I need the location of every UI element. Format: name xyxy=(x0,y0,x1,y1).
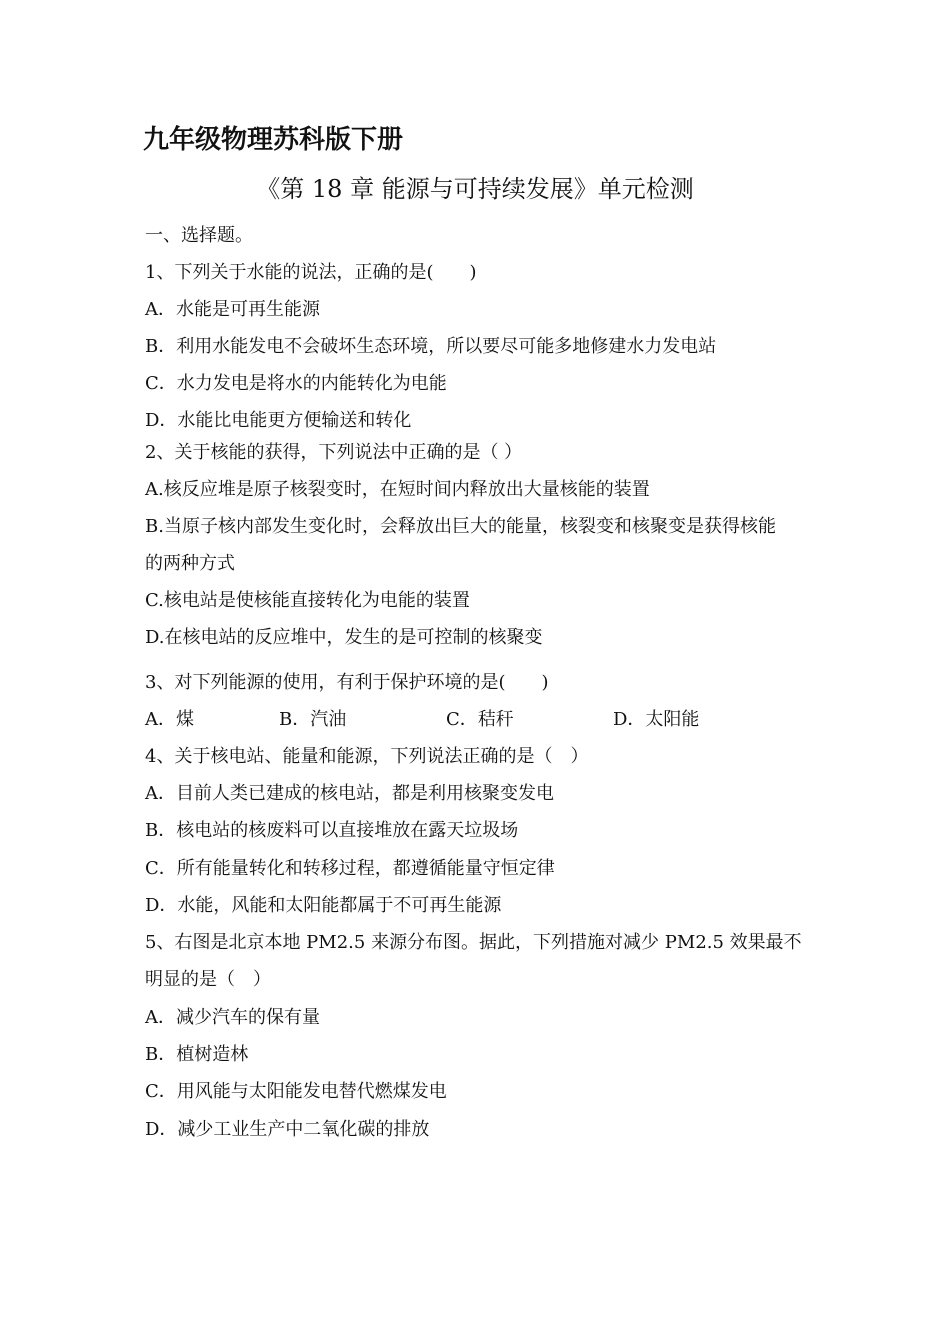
question-4-option-b: B．核电站的核废料可以直接堆放在露天垃圾场 xyxy=(145,820,519,841)
question-3-option-d: D．太阳能 xyxy=(613,709,700,730)
question-1-stem: 1、下列关于水能的说法，正确的是( ) xyxy=(145,262,477,283)
question-4-stem: 4、关于核电站、能量和能源，下列说法正确的是（ ） xyxy=(145,746,589,767)
document-subtitle: 《第 18 章 能源与可持续发展》单元检测 xyxy=(256,175,694,203)
question-1-option-a: A．水能是可再生能源 xyxy=(145,299,320,320)
question-4-option-d: D．水能，风能和太阳能都属于不可再生能源 xyxy=(145,895,502,916)
question-1-option-c: C．水力发电是将水的内能转化为电能 xyxy=(145,373,447,394)
question-3-stem: 3、对下列能源的使用，有利于保护环境的是( ) xyxy=(145,672,549,693)
question-5-option-d: D．减少工业生产中二氧化碳的排放 xyxy=(145,1119,430,1140)
question-1-option-b: B．利用水能发电不会破坏生态环境，所以要尽可能多地修建水力发电站 xyxy=(145,336,717,357)
question-5-option-a: A．减少汽车的保有量 xyxy=(145,1007,320,1028)
question-2-option-c: C.核电站是使核能直接转化为电能的装置 xyxy=(145,590,470,611)
document-title: 九年级物理苏科版下册 xyxy=(143,125,404,155)
section-heading: 一、选择题。 xyxy=(145,225,253,246)
question-3-option-b: B．汽油 xyxy=(279,709,347,730)
question-2-option-d: D.在核电站的反应堆中，发生的是可控制的核聚变 xyxy=(145,627,543,648)
question-4-option-c: C．所有能量转化和转移过程，都遵循能量守恒定律 xyxy=(145,858,555,879)
question-1-option-d: D．水能比电能更方便输送和转化 xyxy=(145,410,412,431)
question-2-option-b: B.当原子核内部发生变化时，会释放出巨大的能量，核裂变和核聚变是获得核能 xyxy=(145,516,776,537)
question-5-option-c: C．用风能与太阳能发电替代燃煤发电 xyxy=(145,1081,447,1102)
question-2-option-b-cont: 的两种方式 xyxy=(145,553,235,574)
question-4-option-a: A．目前人类已建成的核电站，都是利用核聚变发电 xyxy=(145,783,554,804)
question-5-option-b: B．植树造林 xyxy=(145,1044,249,1065)
question-5-stem: 5、右图是北京本地 PM2.5 来源分布图。据此，下列措施对减少 PM2.5 效果最不 xyxy=(145,932,802,953)
question-2-stem: 2、关于核能的获得，下列说法中正确的是（ ） xyxy=(145,442,523,463)
question-3-option-a: A．煤 xyxy=(145,709,194,730)
question-5-stem-cont: 明显的是（ ） xyxy=(145,969,271,990)
question-2-option-a: A.核反应堆是原子核裂变时，在短时间内释放出大量核能的装置 xyxy=(145,479,650,500)
question-3-option-c: C．秸秆 xyxy=(446,709,514,730)
